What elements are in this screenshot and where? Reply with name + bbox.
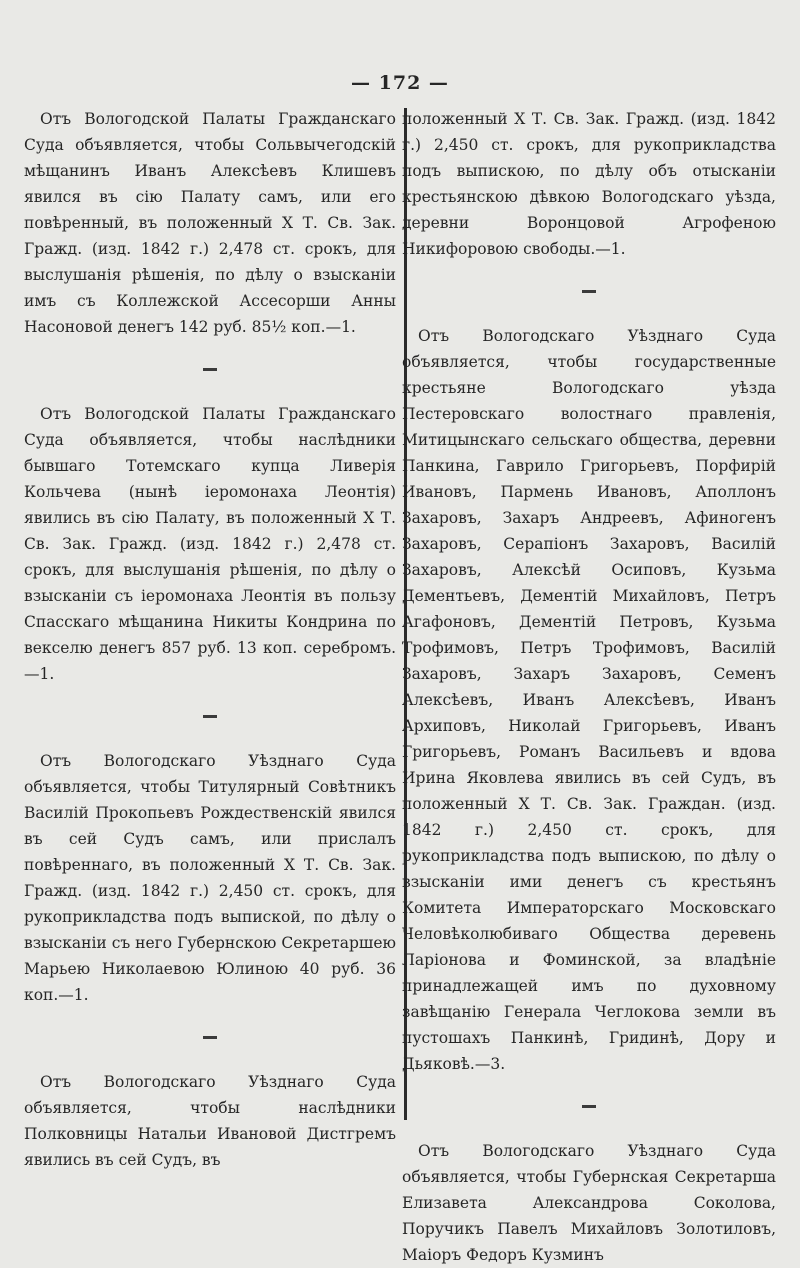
notice-sokolova: Отъ Вологодскаго Уѣзднаго Суда объявляется, чтобы Губернская Секретарша Елизавета Александрова Соколова, Поручикъ Павелъ Михайловъ Золотиловъ, Маіоръ Федоръ Кузминъ <box>402 1142 776 1264</box>
page-number: — 172 — <box>351 72 449 94</box>
notice-separator <box>582 1105 596 1108</box>
notice-separator <box>203 368 217 371</box>
notice-separator <box>203 715 217 718</box>
left-column <box>24 106 396 1173</box>
right-column <box>402 106 776 1268</box>
notice-pankina-peasants: Отъ Вологодскаго Уѣзднаго Суда объявляется, чтобы государственные крестьяне Вологодскаго уѣзда Пестеровскаго волостнаго правленія, Митицынскаго сельскаго общества, деревни Панкина, Гаврило Григорьевъ, Порфирій Ивановъ, Пармень Ивановъ, Аполлонъ Захаровъ, Захаръ Андреевъ, Афиногенъ Захаровъ, Серапіонъ Захаровъ, Василій Захаровъ, Алексѣй Осиповъ, Кузьма Дементьевъ, Дементій Михайловъ, Петръ Агафоновъ, Дементій Петровъ, Кузьма Трофимовъ, Петръ Трофимовъ, Василій Захаровъ, Захаръ Захаровъ, Семенъ Алексѣевъ, Иванъ Алексѣевъ, Иванъ Архиповъ, Николай Григорьевъ, Иванъ Григорьевъ, Романъ Васильевъ и вдова Ирина Яковлева явились въ сей Судъ, въ положенный X Т. Св. Зак. Граждан. (изд. 1842 г.) 2,450 ст. срокъ, для рукоприкладства подъ выпискою, по дѣлу о взысканіи ими денегъ съ крестьянъ Комитета Императорскаго Московскаго Человѣколюбиваго Общества деревень Ларіонова и Фоминской, за владѣніе принадлежащей имъ по духовному завѣщанію Генерала Чеглокова земли въ пустошахъ Панкинѣ, Гридинѣ, Дору и Дьяковѣ.—3. <box>402 327 776 1073</box>
notice-continuation: положенный X Т. Св. Зак. Гражд. (изд. 1842 г.) 2,450 ст. срокъ, для рукоприкладства подъ выпискою, по дѣлу объ отысканіи крестьянскою дѣвкою Вологодскаго уѣзда, деревни Воронцовой Агрофеною Никифоровою свободы.—1. <box>402 110 776 258</box>
notice-rozhdestvensky: Отъ Вологодскаго Уѣзднаго Суда объявляется, чтобы Титулярный Совѣтникъ Василій Прокопьевъ Рождественскій явился въ сей Судъ самъ, или прислалъ повѣреннаго, въ положенный X Т. Св. Зак. Гражд. (изд. 1842 г.) 2,450 ст. срокъ, для рукоприкладства подъ выпиской, по дѣлу о взысканіи съ него Губернскою Секретаршею Марьею Николаевою Юлиною 40 руб. 36 коп.—1. <box>24 752 396 1004</box>
notice-klishev: Отъ Вологодской Палаты Гражданскаго Суда объявляется, чтобы Сольвычегодскій мѣщанинъ Иванъ Алексѣевъ Клишевъ явился въ сію Палату самъ, или его повѣренный, въ положенный X Т. Св. Зак. Гражд. (изд. 1842 г.) 2,478 ст. срокъ, для выслушанія рѣшенія, по дѣлу о взысканіи имъ съ Коллежской Ассесорши Анны Насоновой денегъ 142 руб. 85½ коп.—1. <box>24 110 396 336</box>
notice-separator <box>582 290 596 293</box>
notice-kolychev-heirs: Отъ Вологодской Палаты Гражданскаго Суда объявляется, чтобы наслѣдники бывшаго Тотемскаго купца Ливерія Кольчева (нынѣ іеромонаха Леонтія) явились въ сію Палату, въ положенный X Т. Св. Зак. Гражд. (изд. 1842 г.) 2,478 ст. срокъ, для выслушанія рѣшенія, по дѣлу о взысканіи съ іеромонаха Леонтія въ пользу Спасскаго мѣщанина Никиты Кондрина по векселю денегъ 857 руб. 13 коп. серебромъ.—1. <box>24 405 396 683</box>
notice-separator <box>203 1036 217 1039</box>
notice-distgrem-heirs: Отъ Вологодскаго Уѣзднаго Суда объявляется, чтобы наслѣдники Полковницы Натальи Ивановой Дистгремъ явились въ сей Судъ, въ <box>24 1073 396 1169</box>
